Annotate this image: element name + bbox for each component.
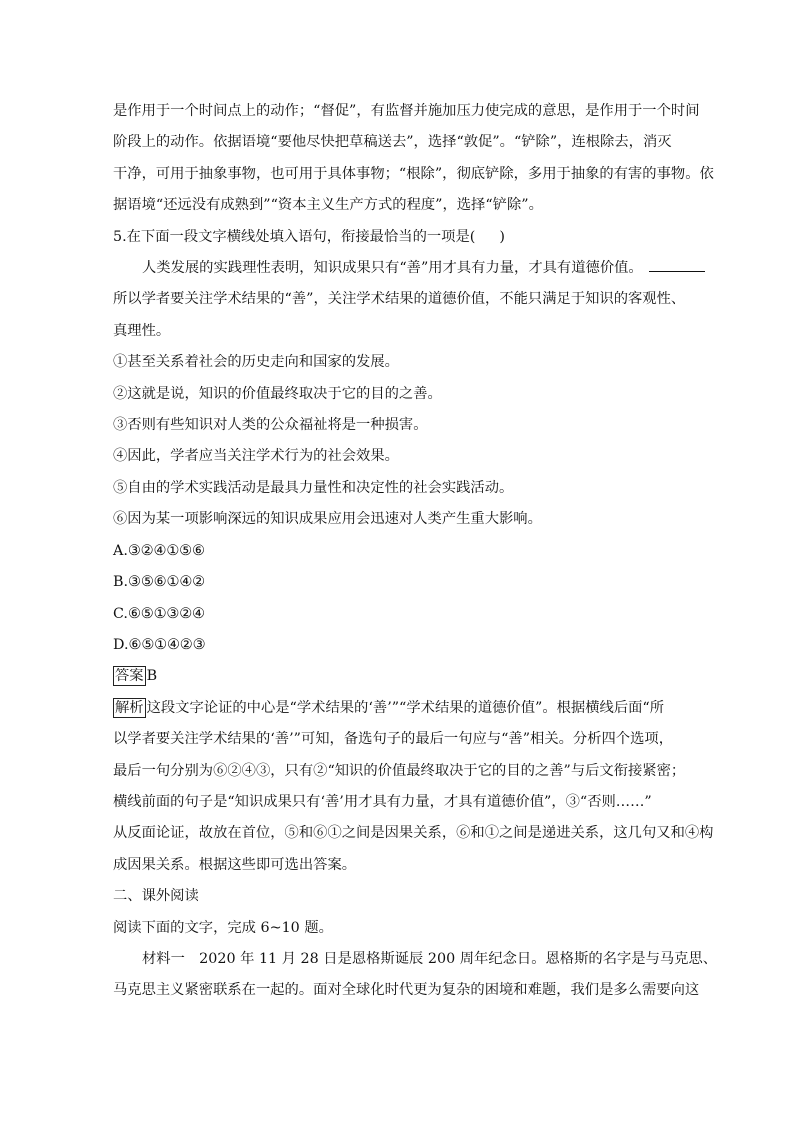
sentence-option: ②这就是说，知识的价值最终取决于它的目的之善。 bbox=[113, 385, 442, 402]
choice-option-c: C.⑥⑤①③②④ bbox=[113, 605, 205, 622]
passage-line bbox=[113, 253, 683, 284]
answer-line bbox=[113, 661, 683, 692]
passage-line: 所以学者要关注学术结果的“善”，关注学术结果的道德价值，不能只满足于知识的客观性、 bbox=[113, 291, 686, 308]
explanation-line: 阶段上的动作。依据语境“要他尽快把草稿送去”，选择“敦促”。“铲除”，连根除去，消灭 bbox=[113, 134, 672, 151]
explanation-line: 据语境“还远没有成熟到”“资本主义生产方式的程度”，选择“铲除”。 bbox=[113, 197, 543, 214]
section-heading: 二、课外阅读 bbox=[113, 888, 199, 905]
sentence-option: ④因此，学者应当关注学术行为的社会效果。 bbox=[113, 448, 399, 465]
analysis-line: 横线前面的句子是“知识成果只有‘善’用才具有力量，才具有道德价值”，③“否则……” bbox=[113, 793, 652, 810]
analysis-line bbox=[113, 693, 683, 724]
fill-in-blank bbox=[649, 257, 705, 272]
sentence-option: ⑤自由的学术实践活动是最具力量性和决定性的社会实践活动。 bbox=[113, 479, 514, 496]
analysis-line: 从反面论证，故放在首位，⑤和⑥①之间是因果关系，⑥和①之间是递进关系，这几句又和④构 bbox=[113, 825, 714, 842]
analysis-line: 成因果关系。根据这些即可选出答案。 bbox=[113, 856, 357, 873]
analysis-line: 以学者要关注学术结果的‘善’”可知，备选句子的最后一句应与“善”相关。分析四个选项， bbox=[113, 731, 673, 748]
explanation-line: 是作用于一个时间点上的动作；“督促”，有监督并施加压力使完成的意思，是作用于一个时间 bbox=[113, 103, 700, 119]
passage-line: 真理性。 bbox=[113, 322, 171, 339]
answer-value: B bbox=[146, 668, 158, 685]
analysis-label: 解析 bbox=[115, 699, 144, 716]
sentence-option: ③否则有些知识对人类的公众福祉将是一种损害。 bbox=[113, 417, 428, 434]
material-line: 马克思主义紧密联系在一起的。面对全球化时代更为复杂的困境和难题，我们是多么需要向这 bbox=[113, 982, 700, 999]
analysis-text: 这段文字论证的中心是“学术结果的‘善’”“学术结果的道德价值”。根据横线后面“所 bbox=[146, 699, 665, 716]
question-5-stem-text: 5.在下面一段文字横线处填入语句，衔接最恰当的一项是( bbox=[113, 228, 476, 245]
reading-instruction: 阅读下面的文字，完成 6~10 题。 bbox=[113, 919, 333, 936]
question-5-stem bbox=[113, 222, 683, 253]
document-page bbox=[113, 96, 718, 1007]
explanation-line: 干净，可用于抽象事物，也可用于具体事物；“根除”，彻底铲除，多用于抽象的有害的事物。依 bbox=[113, 165, 714, 182]
answer-label: 答案 bbox=[115, 668, 144, 685]
sentence-option: ①甚至关系着社会的历史走向和国家的发展。 bbox=[113, 354, 399, 371]
choice-option-b: B.③⑤⑥①④② bbox=[113, 574, 205, 591]
choice-option-a: A.③②④①⑤⑥ bbox=[113, 542, 205, 559]
passage-text: 人类发展的实践理性表明，知识成果只有“善”用才具有力量，才具有道德价值。 bbox=[142, 260, 643, 277]
choice-option-d: D.⑥⑤①④②③ bbox=[113, 636, 206, 653]
sentence-option: ⑥因为某一项影响深远的知识成果应用会迅速对人类产生重大影响。 bbox=[113, 511, 542, 528]
question-5-stem-close: ) bbox=[499, 228, 505, 245]
material-line: 材料一 2020 年 11 月 28 日是恩格斯诞辰 200 周年纪念日。恩格斯的名字是与马克思、 bbox=[142, 950, 718, 967]
analysis-line: 最后一句分别为⑥②④③，只有②“知识的价值最终取决于它的目的之善”与后文衔接紧密； bbox=[113, 762, 686, 779]
